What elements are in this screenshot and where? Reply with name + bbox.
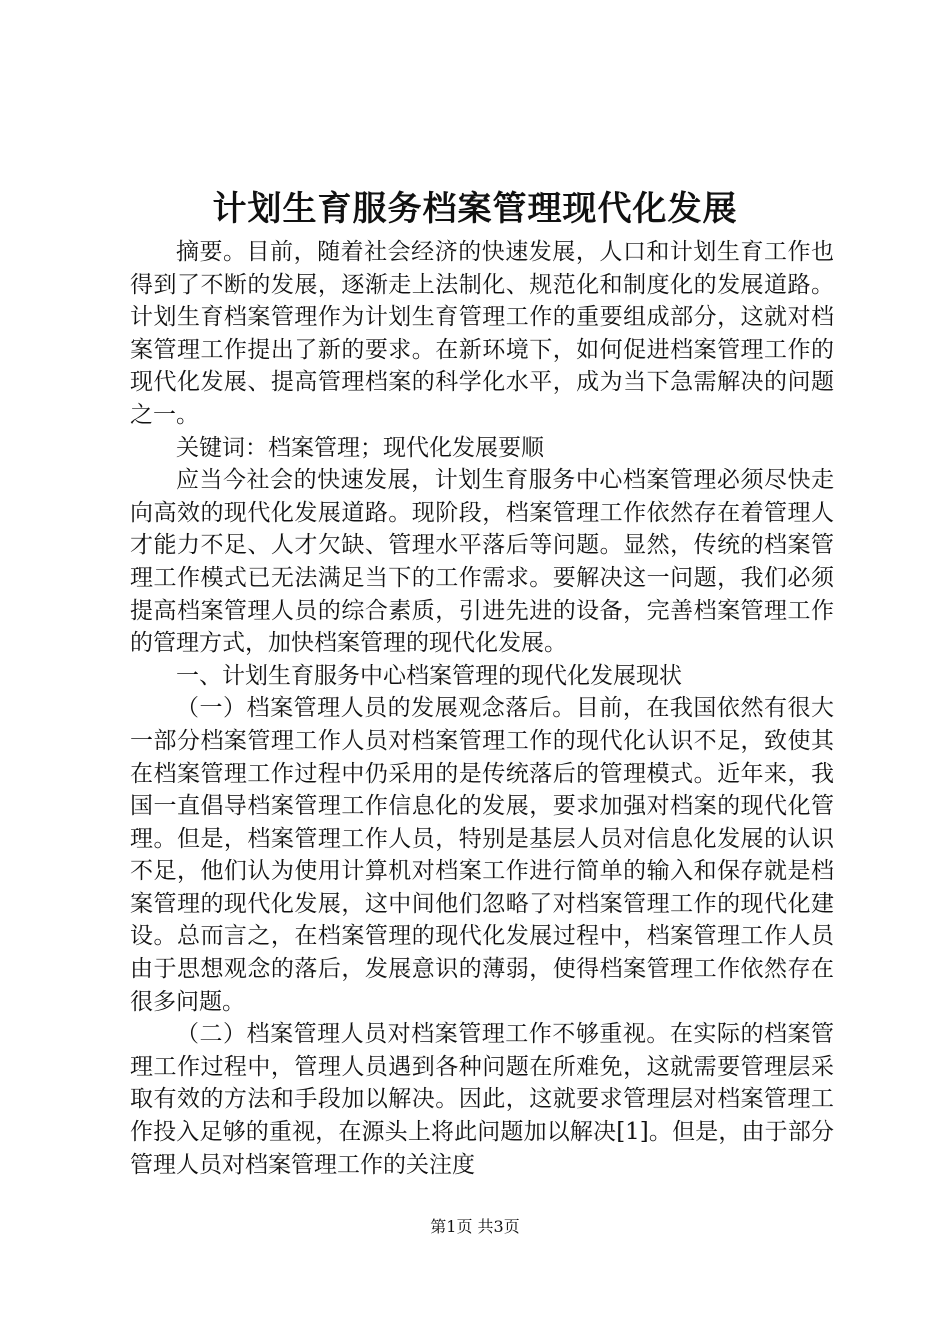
intro-paragraph: 应当今社会的快速发展，计划生育服务中心档案管理必须尽快走向高效的现代化发展道路。现阶段，档案管理工作依然存在着管理人才能力不足、人才欠缺、管理水平落后等问题。显然，传统的档案管理工作模式已无法满足当下的工作需求。要解决这一问题，我们必须提高档案管理人员的综合素质，引进先进的设备，完善档案管理工作的管理方式，加快档案管理的现代化发展。: [130, 467, 834, 657]
section-heading-1: 一、计划生育服务中心档案管理的现代化发展现状: [176, 662, 682, 689]
keywords-paragraph: 关键词：档案管理；现代化发展要顺: [176, 434, 544, 461]
abstract-paragraph: 摘要。目前，随着社会经济的快速发展，人口和计划生育工作也得到了不断的发展，逐渐走上法制化、规范化和制度化的发展道路。计划生育档案管理作为计划生育管理工作的重要组成部分，这就对档案管理工作提出了新的要求。在新环境下，如何促进档案管理工作的现代化发展、提高管理档案的科学化水平，成为当下急需解决的问题之一。: [130, 239, 834, 428]
page-footer: 第1页 共3页: [430, 1217, 520, 1236]
subsection-paragraph-2: （二）档案管理人员对档案管理工作不够重视。在实际的档案管理工作过程中，管理人员遇到各种问题在所难免，这就需要管理层采取有效的方法和手段加以解决。因此，这就要求管理层对档案管理工作投入足够的重视，在源头上将此问题加以解决[1]。但是，由于部分管理人员对档案管理工作的关注度: [130, 1021, 834, 1178]
document-title: 计划生育服务档案管理现代化发展: [212, 189, 738, 229]
subsection-paragraph-1: （一）档案管理人员的发展观念落后。目前，在我国依然有很大一部分档案管理工作人员对档案管理工作的现代化认识不足，致使其在档案管理工作过程中仍采用的是传统落后的管理模式。近年来，我国一直倡导档案管理工作信息化的发展，要求加强对档案的现代化管理。但是，档案管理工作人员，特别是基层人员对信息化发展的认识不足，他们认为使用计算机对档案工作进行简单的输入和保存就是档案管理的现代化发展，这中间他们忽略了对档案管理工作的现代化建设。总而言之，在档案管理的现代化发展过程中，档案管理工作人员由于思想观念的落后，发展意识的薄弱，使得档案管理工作依然存在很多问题。: [130, 695, 834, 1015]
document-body: [130, 236, 834, 1181]
